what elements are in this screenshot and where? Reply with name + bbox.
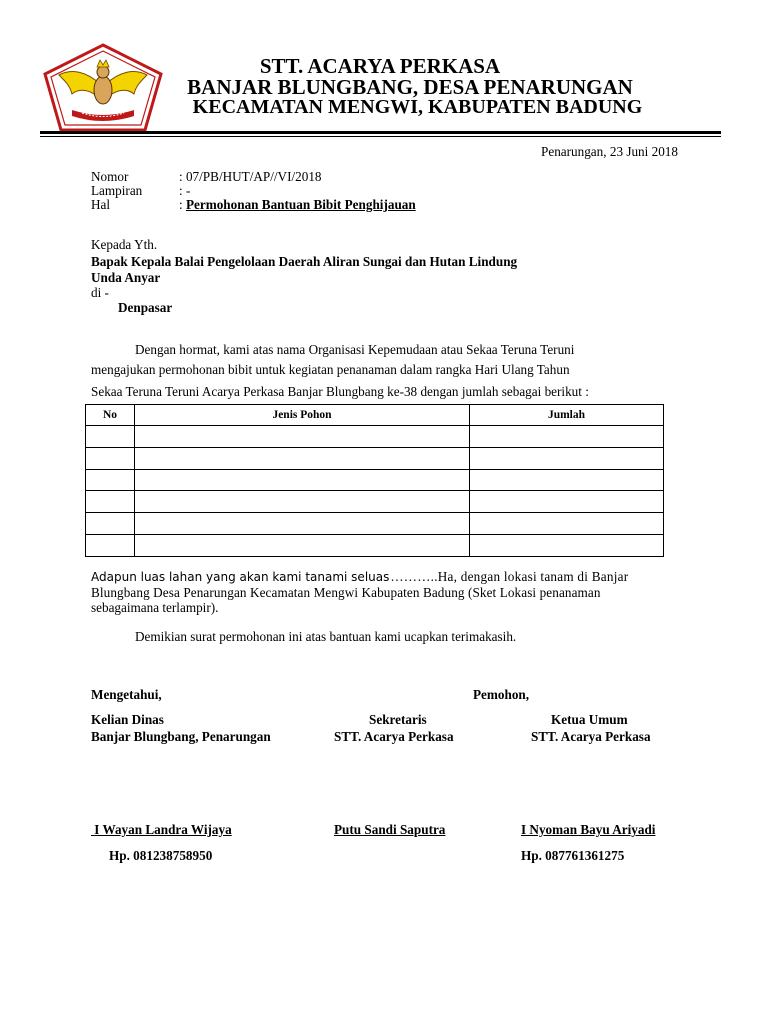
logo-figure-body xyxy=(94,76,112,104)
recipient-greeting: Kepada Yth. xyxy=(91,237,158,252)
ketua-org: STT. Acarya Perkasa xyxy=(531,729,651,744)
body-para2-line1-a: Adapun luas lahan yang akan kami tanami seluas xyxy=(91,570,390,584)
hal-colon: : xyxy=(179,197,186,212)
letterhead-subtitle: BANJAR BLUNGBANG, DESA PENARUNGAN xyxy=(187,75,633,99)
table-row xyxy=(86,491,664,513)
body-para1-line3: Sekaa Teruna Teruni Acarya Perkasa Banjar Blungbang ke-38 dengan jumlah sebagai berikut : xyxy=(91,384,589,399)
table-cell xyxy=(470,535,664,557)
table-header-row xyxy=(86,405,664,426)
sekretaris-title: Sekretaris xyxy=(369,712,427,727)
letterhead-title: STT. ACARYA PERKASA xyxy=(259,54,501,78)
table-header-jenis-pohon: Jenis Pohon xyxy=(135,405,470,426)
table-row xyxy=(86,447,664,469)
recipient-city: Denpasar xyxy=(118,300,173,315)
letterhead-address: KECAMATAN MENGWI, KABUPATEN BADUNG xyxy=(192,96,643,118)
table-cell xyxy=(86,447,135,469)
body-para1-line2: mengajukan permohonan bibit untuk kegiatan penanaman dalam rangka Hari Ulang Tahun xyxy=(91,362,570,377)
table-cell xyxy=(135,447,470,469)
table-cell xyxy=(470,469,664,491)
table-cell xyxy=(470,513,664,535)
table-cell xyxy=(135,491,470,513)
table-row xyxy=(86,535,664,557)
nomor-label: Nomor xyxy=(91,169,129,184)
ketua-name: I Nyoman Bayu Ariyadi xyxy=(521,822,656,837)
kelian-name: I Wayan Landra Wijaya xyxy=(91,822,232,837)
kelian-phone: Hp. 081238758950 xyxy=(109,848,213,863)
mengetahui-label: Mengetahui, xyxy=(91,687,162,702)
organization-logo xyxy=(42,42,164,134)
table-cell xyxy=(86,426,135,448)
table-header-jumlah: Jumlah xyxy=(470,405,664,426)
table-cell xyxy=(135,426,470,448)
table-cell xyxy=(135,469,470,491)
table-header-no: No xyxy=(86,405,135,426)
sekretaris-name: Putu Sandi Saputra xyxy=(334,822,446,837)
table-cell xyxy=(86,491,135,513)
table-cell xyxy=(86,513,135,535)
table-cell xyxy=(86,535,135,557)
nomor-value: : 07/PB/HUT/AP//VI/2018 xyxy=(179,169,322,184)
sekretaris-org: STT. Acarya Perkasa xyxy=(334,729,454,744)
table-cell xyxy=(86,469,135,491)
letter-date: Penarungan, 23 Juni 2018 xyxy=(541,144,678,159)
hal-field xyxy=(179,197,416,212)
body-para3: Demikian surat permohonan ini atas bantuan kami ucapkan terimakasih. xyxy=(135,629,517,644)
lampiran-value: : - xyxy=(179,183,191,198)
ketua-phone: Hp. 087761361275 xyxy=(521,848,625,863)
kelian-org: Banjar Blungbang, Penarungan xyxy=(91,729,271,744)
pemohon-label: Pemohon, xyxy=(473,687,530,702)
seedling-table xyxy=(85,404,664,557)
table-row xyxy=(86,469,664,491)
table-row xyxy=(86,426,664,448)
body-para1-line1: Dengan hormat, kami atas nama Organisasi Kepemudaan atau Sekaa Teruna Teruni xyxy=(135,342,575,357)
body-para2-line1 xyxy=(91,569,628,585)
table-cell xyxy=(470,491,664,513)
table-row xyxy=(86,513,664,535)
table-cell xyxy=(135,513,470,535)
ketua-title: Ketua Umum xyxy=(551,712,628,727)
letterhead-rule-thick xyxy=(40,131,721,134)
table-cell xyxy=(135,535,470,557)
recipient-name-line1: Bapak Kepala Balai Pengelolaan Daerah Aliran Sungai dan Hutan Lindung xyxy=(91,254,518,269)
letterhead-rule-thin xyxy=(40,136,721,137)
hal-value: Permohonan Bantuan Bibit Penghijauan xyxy=(185,197,416,212)
kelian-title: Kelian Dinas xyxy=(91,712,164,727)
logo-figure-head xyxy=(97,66,109,78)
recipient-name-line2: Unda Anyar xyxy=(91,270,161,285)
lampiran-label: Lampiran xyxy=(91,183,143,198)
body-para2-line2: Blungbang Desa Penarungan Kecamatan Mengwi Kabupaten Badung (Sket Lokasi penanaman xyxy=(91,585,601,600)
body-para2-line1-b: ………..Ha, dengan lokasi tanam di Banjar xyxy=(390,569,629,584)
recipient-di: di - xyxy=(91,285,109,300)
table-cell xyxy=(470,447,664,469)
hal-label: Hal xyxy=(91,197,111,212)
body-para2-line3: sebagaimana terlampir). xyxy=(91,600,219,615)
table-cell xyxy=(470,426,664,448)
